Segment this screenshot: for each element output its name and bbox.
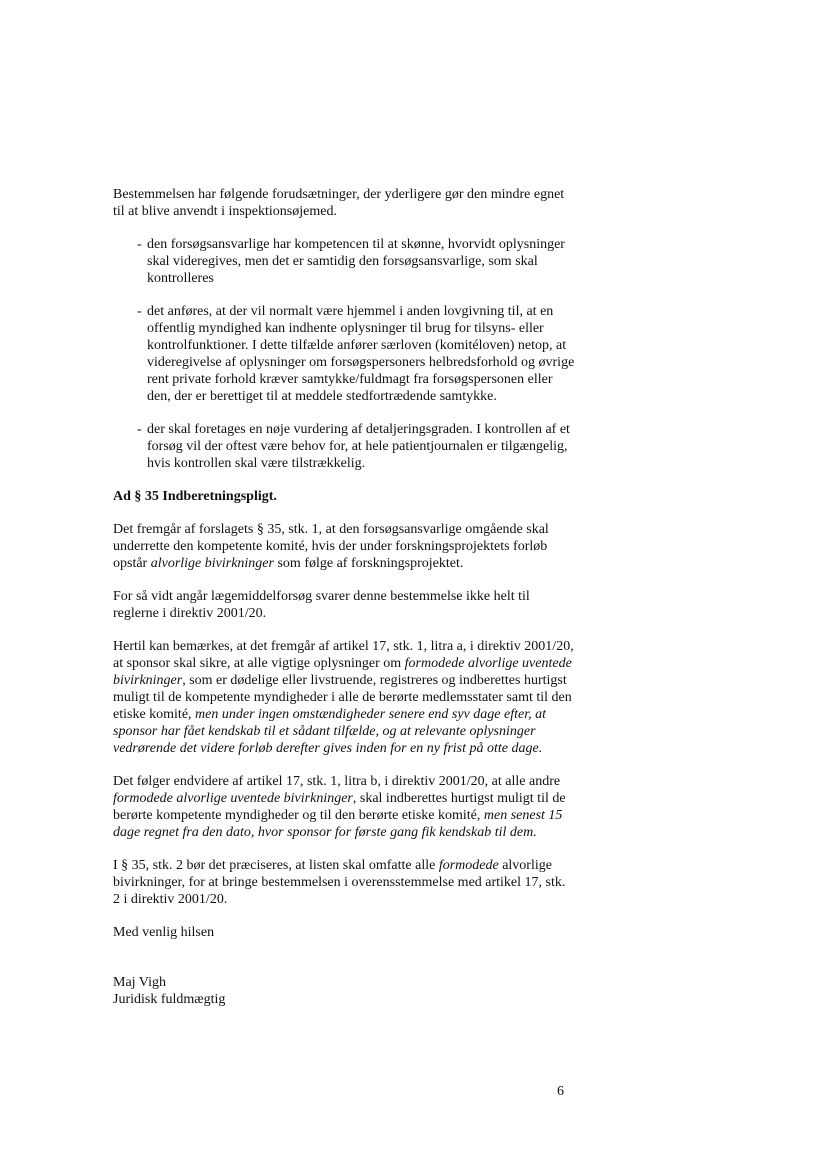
dash-marker: - [137,304,142,319]
paragraph-1 [113,521,575,572]
emphasis-text: alvorlige bivirkninger [150,556,274,571]
signature-title: Juridisk fuldmægtig [113,992,226,1007]
paragraph-4 [113,773,575,841]
section-heading: Ad § 35 Indberetningspligt. [113,489,277,504]
text-run: som følge af forskningsprojektet. [273,556,464,571]
dash-marker: - [137,237,142,252]
text-run: I § 35, stk. 2 bør det præciseres, at listen skal omfatte alle [113,858,439,873]
page-number: 6 [557,1084,564,1099]
emphasis-text: formodede alvorlige uventede bivirkninger [113,791,353,806]
document-body [113,186,575,1024]
list-item [113,303,575,405]
emphasis-text: men senest 15 dage regnet fra den dato, hvor sponsor for første gang fik kendskab til dem. [113,808,563,840]
list-item-text: det anføres, at der vil normalt være hjemmel i anden lovgivning til, at en offentlig myndighed kan indhente oplysninger til brug for tilsyns- eller kontrolfunktioner. I dette tilfælde anfører særloven (komitéloven) netop, at videregivelse af oplysninger om forsøgspersoners helbredsforhold og øvrige rent private forhold kræver samtykke/fuldmagt fra forsøgspersonen eller den, der er berettiget til at meddele stedfortrædende samtykke. [147,304,575,404]
signature-block [113,974,575,1008]
paragraph-2: For så vidt angår lægemiddelforsøg svarer denne bestemmelse ikke helt til reglerne i direktiv 2001/20. [113,589,530,621]
requirements-list [113,236,575,472]
list-item-text: der skal foretages en nøje vurdering af detaljeringsgraden. I kontrollen af et forsøg vil der oftest være behov for, at hele patientjournalen er tilgængelig, hvis kontrollen skal være tilstrækkelig. [147,422,570,471]
text-run: Hertil kan bemærkes, at det fremgår af artikel 17, stk. 1, litra a, i direktiv 2001/20, at sponsor skal sikre, at alle vigtige oplysninger om [113,639,574,671]
text-run: alvorlige bivirkninger, for at bringe bestemmelsen i overensstemmelse med artikel 17, stk. 2 i direktiv 2001/20. [113,858,566,907]
text-run: Det følger endvidere af artikel 17, stk. 1, litra b, i direktiv 2001/20, at alle andre [113,774,561,789]
emphasis-text: formodede [438,858,499,873]
closing-salutation: Med venlig hilsen [113,925,215,940]
intro-paragraph: Bestemmelsen har følgende forudsætninger, der yderligere gør den mindre egnet til at blive anvendt i inspektionsøjemed. [113,187,565,219]
list-item-text: den forsøgsansvarlige har kompetencen til at skønne, hvorvidt oplysninger skal videregives, men det er samtidig den forsøgsansvarlige, som skal kontrolleres [147,237,565,286]
text-run: Det fremgår af forslagets § 35, stk. 1, at den forsøgsansvarlige omgående skal underrette den kompetente komité, hvis der under forskningsprojektets forløb opstår [113,522,549,571]
paragraph-3 [113,638,575,757]
paragraph-5 [113,857,575,908]
list-item [113,421,575,472]
emphasis-text: men under ingen omstændigheder senere end syv dage efter, at sponsor har fået kendskab til et sådant tilfælde, og at relevante oplysninger vedrørende det videre forløb derefter gives inden for en ny frist på otte dage. [113,707,547,756]
text-run: , skal indberettes hurtigst muligt til de berørte kompetente myndigheder og til den berørte etiske komité, [113,791,566,823]
text-run: , som er dødelige eller livstruende, registreres og indberettes hurtigst muligt til de kompetente myndigheder i alle de berørte medlemsstater samt til den etiske komité, [113,673,572,722]
list-item [113,236,575,287]
signature-name: Maj Vigh [113,975,166,990]
emphasis-text: formodede alvorlige uventede bivirkninger [113,656,572,688]
dash-marker: - [137,422,142,437]
